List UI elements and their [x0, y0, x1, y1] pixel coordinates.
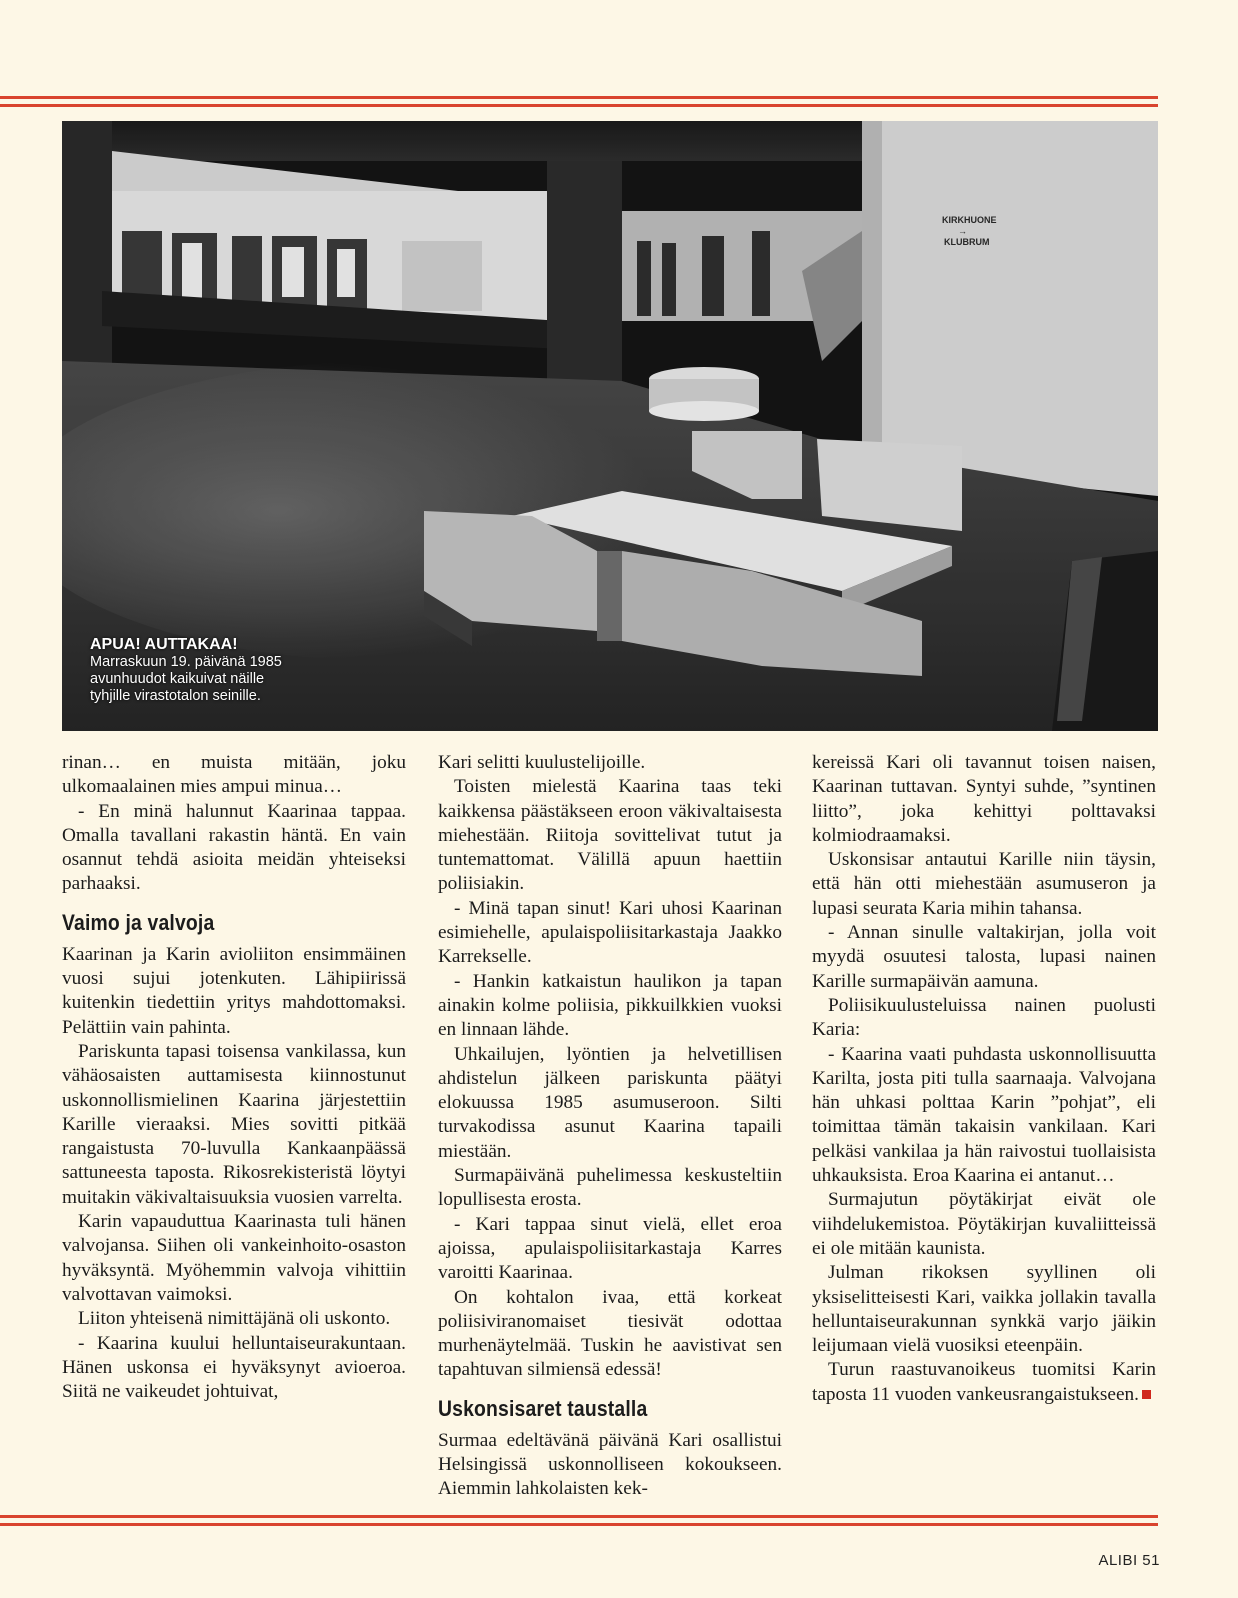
caption-line: avunhuudot kaikuivat näille — [90, 671, 265, 687]
paragraph: - En minä halunnut Kaarinaa tappaa. Omalla tavallani rakastin häntä. En vain osannut tehdä asioita meidän yhteiseksi parhaaksi. — [62, 800, 406, 895]
paragraph: Karin vapauduttua Kaarinasta tuli hänen valvojansa. Siihen oli vankeinhoito-osaston hyväksyntä. Myöhemmin valvoja vihittiin valvottavan vaimoksi. — [62, 1211, 406, 1305]
article-body — [62, 751, 1158, 1511]
final-paragraph-text: Turun raastuvanoikeus tuomitsi Karin taposta 11 vuoden vankeusrangaistukseen. — [812, 1359, 1156, 1405]
svg-text:→: → — [958, 226, 967, 236]
paragraph: - Annan sinulle valtakirjan, jolla voit myydä osuutesi talosta, lupasi nainen Karille surmapäivän aamuna. — [812, 922, 1156, 992]
caption-line: tyhjille virastotalon seinille. — [90, 688, 261, 704]
paragraph: Uhkailujen, lyöntien ja helvetillisen ahdistelun jälkeen pariskunta päätyi elokuussa 1985 asumuseroon. Silti turvakodissa asunut Kaarina tapaili miestään. — [438, 1043, 782, 1162]
text-column-3 — [812, 751, 1156, 1407]
paragraph: Poliisikuulusteluissa nainen puolusti Karia: — [812, 994, 1156, 1041]
section-heading: Vaimo ja valvoja — [62, 909, 215, 935]
paragraph: Surmajutun pöytäkirjat eivät ole viihdelukemistoa. Pöytäkirjan kuvaliitteissä ei ole mitään kaunista. — [812, 1189, 1156, 1259]
caption-title: APUA! AUTTAKAA! — [90, 636, 238, 653]
final-paragraph — [812, 1358, 1156, 1407]
top-rule — [0, 96, 1158, 107]
paragraph: Uskonsisar antautui Karille niin täysin, että hän otti miehestään asumuseron ja lupasi seurata Karia mihin tahansa. — [812, 849, 1156, 919]
paragraph: Kaarinan ja Karin avioliiton ensimmäinen vuosi sujui jotenkuten. Lähipiirissä kuitenkin tiedettiin yritys mahdottomaksi. Pelättiin vain pahinta. — [62, 943, 406, 1038]
bottom-rule — [0, 1515, 1158, 1526]
page-folio: ALIBI 51 — [1098, 1552, 1160, 1569]
paragraph: Surmapäivänä puhelimessa keskusteltiin lopullisesta erosta. — [438, 1165, 782, 1211]
paragraph: - Minä tapan sinut! Kari uhosi Kaarinan esimiehelle, apulaispoliisitarkastaja Jaakko Karrekselle. — [438, 897, 782, 968]
paragraph: Toisten mielestä Kaarina taas teki kaikkensa päästäkseen eroon väkivaltaisesta miehestään. Riitoja sovittelivat tutut ja tuntemattomat. Välillä apuun haettiin poliisiakin. — [438, 776, 782, 895]
paragraph: Liiton yhteisenä nimittäjänä oli uskonto. — [78, 1308, 391, 1330]
photo-caption — [90, 635, 282, 705]
paragraph: kereissä Kari oli tavannut toisen naisen, Kaarinan tuttavan. Syntyi suhde, ”syntinen liitto”, joka kehittyi polttavaksi kolmiodraamaksi. — [812, 752, 1156, 846]
text-column-1 — [62, 751, 406, 1404]
text-column-2 — [438, 751, 782, 1502]
paragraph: Julman rikoksen syyllinen oli yksiselitteisesti Kari, vaikka jollakin tavalla helluntaiseurakunnan synkkä varjo jäikin leijumaan vielä vuosiksi eteenpäin. — [812, 1262, 1156, 1357]
svg-text:KLUBRUM: KLUBRUM — [944, 237, 990, 247]
paragraph: Kari selitti kuulustelijoille. — [438, 752, 646, 773]
end-mark-icon — [1142, 1390, 1151, 1399]
paragraph: Surmaa edeltävänä päivänä Kari osallistui Helsingissä uskonnolliseen kokoukseen. Aiemmin lahkolaisten kek- — [438, 1429, 782, 1500]
paragraph: On kohtalon ivaa, että korkeat poliisiviranomaiset tiesivät odottaa murhenäytelmää. Tuskin he aavistivat sen tapahtuvan silmiensä edessä! — [438, 1286, 782, 1381]
svg-text:KIRKHUONE: KIRKHUONE — [942, 215, 997, 225]
paragraph: - Kaarina kuului helluntaiseurakuntaan. Hänen uskonsa ei hyväksynyt avioeroa. Siitä ne vaikeudet johtuivat, — [62, 1332, 406, 1403]
caption-line: Marraskuun 19. päivänä 1985 — [90, 654, 282, 670]
paragraph: rinan… en muista mitään, joku ulkomaalainen mies ampui minua… — [62, 752, 406, 798]
paragraph: - Kaarina vaati puhdasta uskonnollisuutta Karilta, josta piti tulla saarnaaja. Valvojana hän uhkasi polttaa Karin ”pohjat”, eli toimittaa tämän takaisin vankilaan. Kari pelkäsi vankilaa ja hän raivostui tuollaisista uhkauksista. Eroa Kaarina ei antanut… — [812, 1043, 1156, 1187]
paragraph: Pariskunta tapasi toisensa vankilassa, kun vähäosaisten auttamisesta kiinnostunut uskonnollismielinen Kaarina järjestettiin Karille vieraaksi. Mies sovitti pitkää rangaistusta 70-luvulla Kankaanpäässä sattuneesta taposta. Rikosrekisteristä löytyi muitakin väkivaltaisuuksia vuosien varrelta. — [62, 1040, 406, 1208]
article-photo — [62, 121, 1158, 731]
paragraph: - Hankin katkaistun haulikon ja tapan ainakin kolme poliisia, pikkuilkkien vuoksi en linnaan lähde. — [438, 970, 782, 1041]
section-heading: Uskonsisaret taustalla — [438, 1395, 648, 1421]
paragraph: - Kari tappaa sinut vielä, ellet eroa ajoissa, apulaispoliisitarkastaja Karres varoitti Kaarinaa. — [438, 1213, 782, 1284]
